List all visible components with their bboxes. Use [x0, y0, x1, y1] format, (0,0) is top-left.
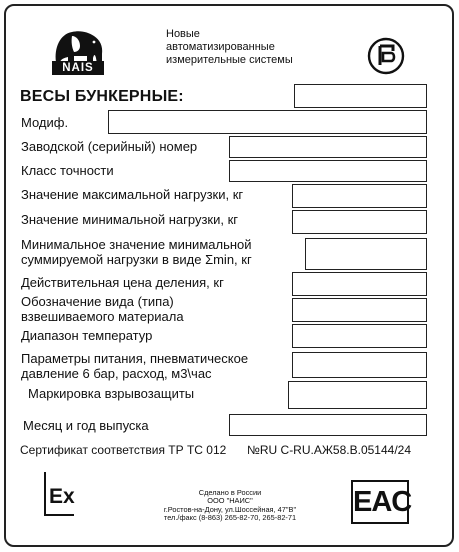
field-label-min-load: Значение минимальной нагрузки, кг [21, 212, 239, 227]
label-line: Параметры питания, пневматическое [21, 351, 249, 366]
field-value-box-material [292, 298, 427, 322]
certificate-number: №RU C-RU.АЖ58.В.05144/24 [246, 443, 412, 457]
ex-mark-icon [44, 472, 74, 516]
ex-mark-text: Ex [49, 485, 75, 508]
manufacturer-line: Сделано в России [198, 488, 262, 497]
company-line: измерительные системы [166, 54, 293, 66]
page-title: ВЕСЫ БУНКЕРНЫЕ: [20, 88, 184, 105]
gost-r-certification-icon [364, 34, 408, 78]
field-label-max-load: Значение максимальной нагрузки, кг [21, 187, 244, 202]
field-value-box-temperature [292, 324, 427, 348]
field-label-serial: Заводской (серийный) номер [21, 139, 198, 154]
label-line: Минимальное значение минимальной [21, 237, 252, 252]
field-value-box-accuracy [229, 160, 427, 182]
field-value-box-explosion-marking [288, 381, 427, 409]
company-line: Новые [166, 28, 200, 40]
field-label-power [21, 352, 248, 381]
manufacturer-line: г.Ростов-на-Дону, ул.Шоссейная, 47"В" [163, 504, 297, 514]
certificate-line [20, 443, 411, 457]
label-line: суммируемой нагрузки в виде Σmin, кг [21, 251, 252, 267]
field-label-division: Действительная цена деления, кг [21, 275, 224, 290]
manufacturer-line: тел./факс (8-863) 265-82-70, 265-82-71 [163, 513, 297, 523]
eac-mark-text: EAC [353, 486, 412, 518]
field-value-box-sigma-min [305, 238, 427, 270]
manufacturer-line: ООО "НАИС" [207, 496, 253, 506]
company-line: автоматизированные [166, 41, 275, 53]
company-name [166, 28, 293, 67]
eac-mark-icon [351, 480, 412, 524]
logo-text: NAIS [52, 61, 104, 75]
field-label-explosion-marking: Маркировка взрывозащиты [28, 386, 195, 401]
field-label-sigma-min [21, 238, 252, 267]
field-label-accuracy: Класс точности [21, 163, 114, 178]
field-label-temperature: Диапазон температур [21, 328, 153, 343]
label-line: взвешиваемого материала [21, 308, 184, 324]
label-line: Обозначение вида (типа) [21, 294, 174, 309]
field-value-box-min-load [292, 210, 427, 234]
field-value-box-manufacture-date [229, 414, 427, 436]
field-value-box-modification [108, 110, 427, 134]
field-label-manufacture-date: Месяц и год выпуска [23, 418, 149, 433]
title-value-box [294, 84, 427, 108]
field-value-box-max-load [292, 184, 427, 208]
field-value-box-serial [229, 136, 427, 158]
certificate-text: Сертификат соответствия ТР ТС 012 [20, 443, 227, 457]
label-line: давление 6 бар, расход, м3\час [21, 365, 212, 381]
field-value-box-power [292, 352, 427, 378]
field-label-material [21, 295, 184, 324]
manufacturer-info [120, 489, 340, 523]
field-label-modification: Модиф. [21, 115, 69, 130]
field-value-box-division [292, 272, 427, 296]
